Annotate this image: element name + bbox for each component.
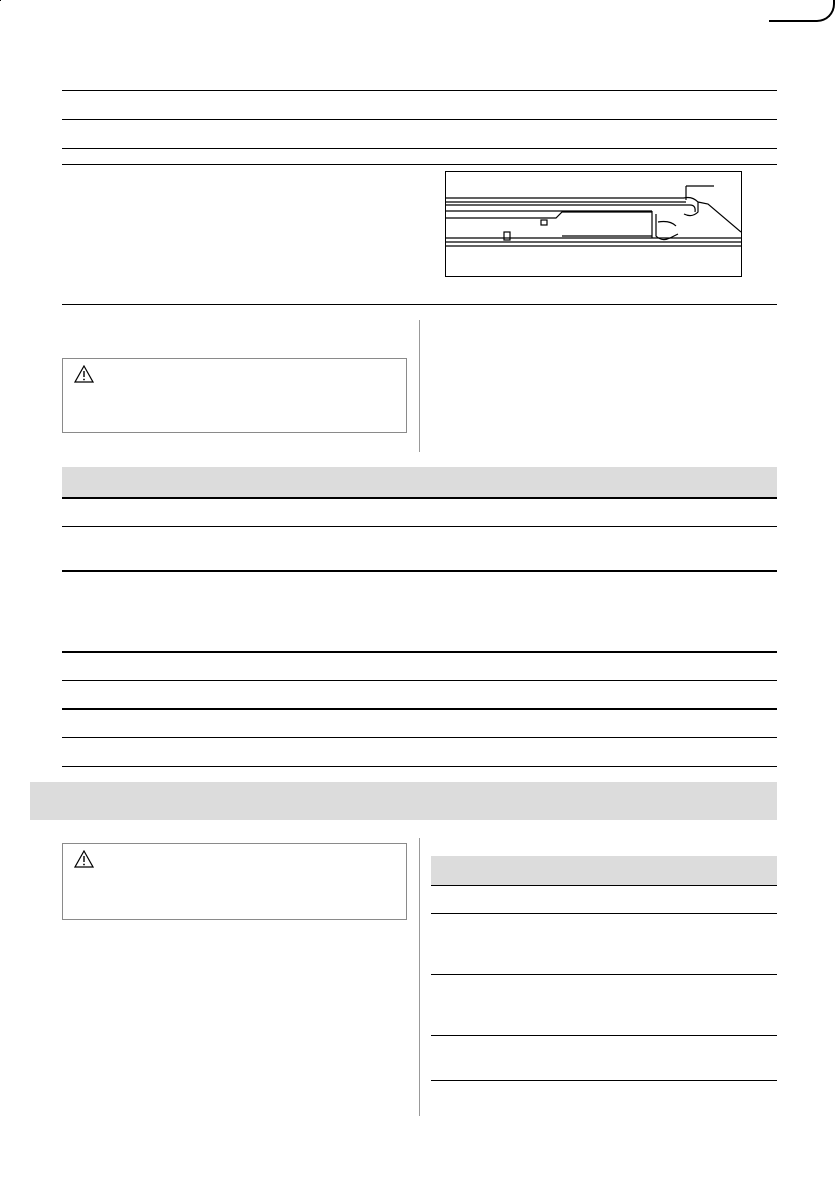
column-divider bbox=[419, 838, 420, 1116]
table-rule bbox=[62, 148, 777, 149]
table-rule bbox=[62, 526, 777, 527]
warning-triangle-icon bbox=[74, 365, 94, 383]
table-rule bbox=[431, 913, 777, 914]
table-rule bbox=[431, 974, 777, 975]
table-rule bbox=[62, 570, 777, 572]
section-heading-band bbox=[30, 782, 777, 820]
warning-box bbox=[62, 358, 407, 433]
table-rule bbox=[62, 119, 777, 120]
page-corner-rule bbox=[0, 0, 1, 1]
table-rule bbox=[62, 90, 777, 91]
table-rule bbox=[62, 497, 777, 499]
oven-shelf-rail-diagram bbox=[445, 171, 742, 277]
table-rule bbox=[431, 1035, 777, 1036]
table-rule bbox=[62, 680, 777, 681]
column-divider bbox=[419, 320, 420, 452]
warning-triangle-icon bbox=[74, 850, 94, 868]
warning-box bbox=[62, 843, 407, 920]
table-rule bbox=[62, 737, 777, 738]
table-rule bbox=[62, 304, 777, 305]
table-rule bbox=[62, 708, 777, 710]
shelf-rail-illustration bbox=[446, 172, 741, 276]
table-rule bbox=[62, 766, 777, 767]
table-header bbox=[62, 467, 777, 497]
table-rule bbox=[62, 651, 777, 653]
right-table-header bbox=[431, 856, 777, 885]
table-rule bbox=[431, 885, 777, 886]
table-rule bbox=[431, 1080, 777, 1081]
page-corner-mark bbox=[769, 0, 835, 22]
table-rule bbox=[62, 164, 777, 165]
